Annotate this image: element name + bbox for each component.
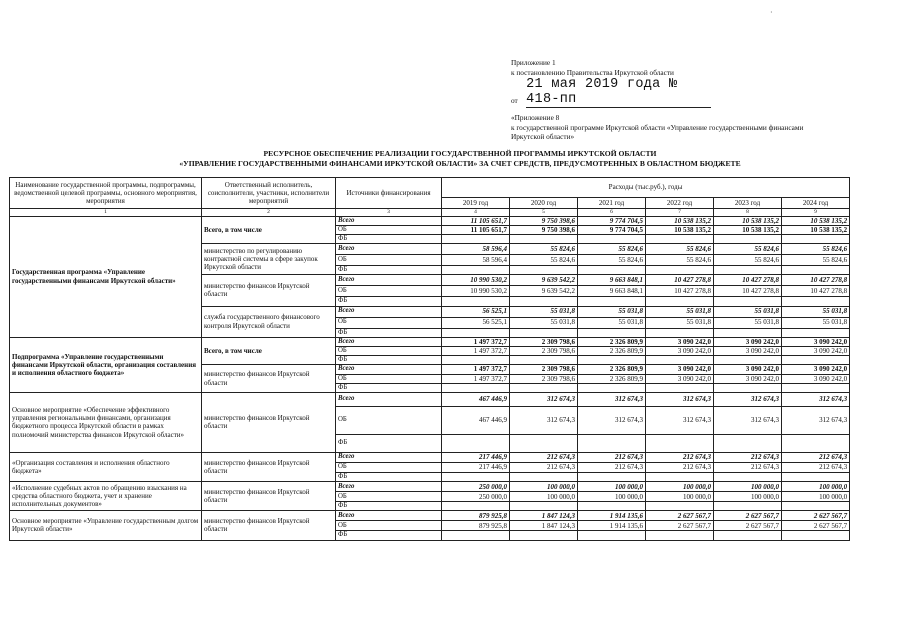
source-ob: ОБ: [336, 406, 442, 434]
value-cell: 2 627 567,7: [714, 511, 782, 521]
value-cell: 10 538 135,2: [646, 216, 714, 225]
measure-name: «Исполнение судебных актов по обращению взыскания на средства областного бюджета, учет и хранение исполнительных документов»: [10, 482, 202, 511]
value-cell: [782, 328, 850, 337]
source-ob: ОБ: [336, 346, 442, 355]
value-cell: 100 000,0: [646, 492, 714, 502]
value-cell: 10 538 135,2: [782, 216, 850, 225]
value-cell: [578, 234, 646, 243]
value-cell: 55 824,6: [782, 255, 850, 266]
value-cell: [782, 531, 850, 540]
measure-name: Основное мероприятие «Управление государственным долгом Иркутской области»: [10, 511, 202, 540]
value-cell: 55 031,8: [782, 317, 850, 328]
value-cell: 212 674,3: [714, 452, 782, 462]
value-cell: 11 105 651,7: [442, 216, 510, 225]
col-number: 6: [578, 209, 646, 217]
value-cell: 55 824,6: [714, 255, 782, 266]
value-cell: [646, 502, 714, 511]
value-cell: [442, 502, 510, 511]
header-year: 2024 год: [782, 198, 850, 209]
value-cell: 3 090 242,0: [714, 365, 782, 374]
value-cell: [510, 266, 578, 275]
value-cell: 10 427 278,8: [782, 286, 850, 297]
value-cell: 3 090 242,0: [782, 346, 850, 355]
value-cell: 10 538 135,2: [714, 225, 782, 234]
table-row: [10, 216, 850, 225]
value-cell: [782, 266, 850, 275]
value-cell: [578, 383, 646, 392]
measure-name: Основное мероприятие «Обеспечение эффективного управления региональными финансами, организация бюджетного процесса Иркутской области в рамках полномочий министерства финансов Иркутской области»: [10, 392, 202, 452]
value-cell: 2 627 567,7: [782, 521, 850, 531]
value-cell: 11 105 651,7: [442, 225, 510, 234]
col-number: 8: [714, 209, 782, 217]
source-all: Всего: [336, 511, 442, 521]
value-cell: 212 674,3: [782, 462, 850, 472]
value-cell: [578, 356, 646, 365]
row-executor: Всего, в том числе: [202, 337, 336, 365]
value-cell: [646, 356, 714, 365]
table-row: [10, 452, 850, 462]
value-cell: [646, 266, 714, 275]
header-year: 2021 год: [578, 198, 646, 209]
value-cell: [442, 434, 510, 452]
value-cell: [578, 531, 646, 540]
value-cell: 2 627 567,7: [646, 511, 714, 521]
value-cell: [578, 434, 646, 452]
row-executor: министерство финансов Иркутской области: [202, 275, 336, 306]
value-cell: [782, 472, 850, 481]
source-fb: ФБ: [336, 297, 442, 306]
value-cell: 10 427 278,8: [646, 286, 714, 297]
value-cell: [442, 531, 510, 540]
value-cell: [714, 531, 782, 540]
value-cell: [646, 472, 714, 481]
date-prefix: от: [511, 96, 518, 106]
value-cell: 55 031,8: [714, 306, 782, 317]
value-cell: 100 000,0: [782, 482, 850, 492]
value-cell: 9 774 704,5: [578, 225, 646, 234]
value-cell: 1 497 372,7: [442, 365, 510, 374]
value-cell: 55 824,6: [578, 244, 646, 255]
value-cell: 100 000,0: [578, 492, 646, 502]
value-cell: [442, 383, 510, 392]
source-fb: ФБ: [336, 434, 442, 452]
value-cell: 100 000,0: [714, 482, 782, 492]
value-cell: [782, 356, 850, 365]
value-cell: 9 663 848,1: [578, 275, 646, 286]
value-cell: 55 031,8: [782, 306, 850, 317]
value-cell: 100 000,0: [510, 492, 578, 502]
value-cell: 312 674,3: [510, 392, 578, 406]
value-cell: 58 596,4: [442, 244, 510, 255]
value-cell: [442, 472, 510, 481]
value-cell: 10 427 278,8: [782, 275, 850, 286]
column-number-row: [10, 209, 850, 217]
source-fb: ФБ: [336, 502, 442, 511]
value-cell: 212 674,3: [714, 462, 782, 472]
value-cell: 212 674,3: [510, 452, 578, 462]
source-all: Всего: [336, 392, 442, 406]
value-cell: [782, 234, 850, 243]
header-name: Наименование государственной программы, подпрограммы, ведомственной целевой программы, основного мероприятия, мероприятия: [10, 178, 202, 209]
value-cell: 3 090 242,0: [646, 365, 714, 374]
value-cell: 55 824,6: [510, 244, 578, 255]
value-cell: [442, 328, 510, 337]
value-cell: 312 674,3: [510, 406, 578, 434]
value-cell: [646, 234, 714, 243]
value-cell: 212 674,3: [782, 452, 850, 462]
value-cell: 312 674,3: [578, 406, 646, 434]
table-row: [10, 392, 850, 406]
value-cell: [714, 356, 782, 365]
table-row: [10, 511, 850, 521]
value-cell: [510, 502, 578, 511]
subprogram-name: Подпрограмма «Управление государственными финансами Иркутской области, организация составления и исполнения областного бюджета»: [10, 337, 202, 392]
value-cell: 312 674,3: [782, 406, 850, 434]
value-cell: 312 674,3: [578, 392, 646, 406]
value-cell: [510, 531, 578, 540]
value-cell: [578, 328, 646, 337]
value-cell: 10 538 135,2: [782, 225, 850, 234]
source-ob: ОБ: [336, 374, 442, 383]
appendix-line-6: Иркутской области»: [511, 132, 575, 142]
resolution-date: 21 мая 2019 года № 418-пп: [526, 77, 711, 108]
value-cell: 2 326 809,9: [578, 346, 646, 355]
value-cell: [714, 266, 782, 275]
value-cell: 55 824,6: [646, 244, 714, 255]
value-cell: 212 674,3: [646, 462, 714, 472]
value-cell: [578, 502, 646, 511]
header-source: Источники финансирования: [336, 178, 442, 209]
row-executor: министерство финансов Иркутской области: [202, 511, 336, 540]
value-cell: 55 031,8: [646, 317, 714, 328]
value-cell: 55 031,8: [578, 317, 646, 328]
value-cell: [510, 383, 578, 392]
value-cell: 9 750 398,6: [510, 216, 578, 225]
value-cell: 3 090 242,0: [782, 374, 850, 383]
value-cell: [442, 297, 510, 306]
header-year: 2023 год: [714, 198, 782, 209]
table-row: [10, 482, 850, 492]
value-cell: 212 674,3: [578, 452, 646, 462]
value-cell: 2 627 567,7: [714, 521, 782, 531]
row-executor: министерство финансов Иркутской области: [202, 392, 336, 452]
value-cell: 2 627 567,7: [646, 521, 714, 531]
value-cell: 312 674,3: [646, 392, 714, 406]
row-executor: министерство по регулированию контрактной системы в сфере закупок Иркутской области: [202, 244, 336, 275]
value-cell: 1 497 372,7: [442, 346, 510, 355]
value-cell: 250 000,0: [442, 492, 510, 502]
value-cell: 9 663 848,1: [578, 286, 646, 297]
value-cell: 3 090 242,0: [782, 337, 850, 346]
value-cell: 100 000,0: [510, 482, 578, 492]
source-fb: ФБ: [336, 531, 442, 540]
value-cell: 55 824,6: [646, 255, 714, 266]
value-cell: 1 497 372,7: [442, 374, 510, 383]
value-cell: [646, 434, 714, 452]
value-cell: [714, 297, 782, 306]
col-number: 2: [202, 209, 336, 217]
source-fb: ФБ: [336, 472, 442, 481]
source-ob: ОБ: [336, 225, 442, 234]
value-cell: 55 031,8: [714, 317, 782, 328]
value-cell: [510, 472, 578, 481]
header-year: 2020 год: [510, 198, 578, 209]
row-executor: министерство финансов Иркутской области: [202, 452, 336, 481]
col-number: 1: [10, 209, 202, 217]
value-cell: 10 427 278,8: [714, 275, 782, 286]
source-ob: ОБ: [336, 255, 442, 266]
value-cell: 3 090 242,0: [714, 337, 782, 346]
value-cell: [510, 297, 578, 306]
value-cell: [442, 356, 510, 365]
value-cell: [646, 297, 714, 306]
row-executor: министерство финансов Иркутской области: [202, 482, 336, 511]
value-cell: 250 000,0: [442, 482, 510, 492]
source-fb: ФБ: [336, 383, 442, 392]
value-cell: 2 309 798,6: [510, 365, 578, 374]
value-cell: 55 824,6: [510, 255, 578, 266]
value-cell: 2 326 809,9: [578, 365, 646, 374]
value-cell: 2 309 798,6: [510, 374, 578, 383]
value-cell: 212 674,3: [510, 462, 578, 472]
value-cell: [714, 502, 782, 511]
source-all: Всего: [336, 365, 442, 374]
value-cell: 2 326 809,9: [578, 374, 646, 383]
source-fb: ФБ: [336, 266, 442, 275]
value-cell: [646, 531, 714, 540]
value-cell: 55 824,6: [578, 255, 646, 266]
value-cell: [782, 297, 850, 306]
appendix-line-1: Приложение 1: [511, 58, 556, 67]
col-number: 5: [510, 209, 578, 217]
value-cell: 58 596,4: [442, 255, 510, 266]
value-cell: 1 497 372,7: [442, 337, 510, 346]
value-cell: [578, 266, 646, 275]
appendix-block: [511, 58, 891, 142]
row-executor: министерство финансов Иркутской области: [202, 365, 336, 393]
source-ob: ОБ: [336, 317, 442, 328]
value-cell: 1 847 124,3: [510, 511, 578, 521]
value-cell: 2 309 798,6: [510, 346, 578, 355]
value-cell: 100 000,0: [714, 492, 782, 502]
value-cell: 467 446,9: [442, 406, 510, 434]
table-row: [10, 337, 850, 346]
value-cell: 1 914 135,6: [578, 511, 646, 521]
value-cell: 55 824,6: [714, 244, 782, 255]
value-cell: 55 824,6: [782, 244, 850, 255]
value-cell: [714, 328, 782, 337]
value-cell: 55 031,8: [646, 306, 714, 317]
source-all: Всего: [336, 244, 442, 255]
value-cell: 312 674,3: [782, 392, 850, 406]
value-cell: 3 090 242,0: [646, 337, 714, 346]
col-number: 3: [336, 209, 442, 217]
source-ob: ОБ: [336, 286, 442, 297]
value-cell: [510, 328, 578, 337]
header-year: 2019 год: [442, 198, 510, 209]
value-cell: 9 639 542,2: [510, 286, 578, 297]
value-cell: 3 090 242,0: [646, 374, 714, 383]
value-cell: [442, 234, 510, 243]
value-cell: 217 446,9: [442, 462, 510, 472]
title-line-2: «УПРАВЛЕНИЕ ГОСУДАРСТВЕННЫМИ ФИНАНСАМИ ИРКУТСКОЙ ОБЛАСТИ» ЗА СЧЕТ СРЕДСТВ, ПРЕДУСМОТРЕННЫХ В ОБЛАСТНОМ БЮДЖЕТЕ: [179, 158, 741, 168]
source-all: Всего: [336, 306, 442, 317]
source-all: Всего: [336, 216, 442, 225]
value-cell: 2 309 798,6: [510, 337, 578, 346]
value-cell: [782, 383, 850, 392]
value-cell: 100 000,0: [578, 482, 646, 492]
value-cell: 2 326 809,9: [578, 337, 646, 346]
value-cell: 217 446,9: [442, 452, 510, 462]
value-cell: 56 525,1: [442, 306, 510, 317]
row-executor: Всего, в том числе: [202, 216, 336, 244]
value-cell: [714, 434, 782, 452]
source-ob: ОБ: [336, 492, 442, 502]
value-cell: [646, 328, 714, 337]
value-cell: 3 090 242,0: [646, 346, 714, 355]
value-cell: [510, 234, 578, 243]
source-all: Всего: [336, 275, 442, 286]
value-cell: [578, 472, 646, 481]
value-cell: 1 914 135,6: [578, 521, 646, 531]
value-cell: [714, 234, 782, 243]
value-cell: 879 925,8: [442, 511, 510, 521]
value-cell: 3 090 242,0: [714, 346, 782, 355]
appendix-line-5: к государственной программе Иркутской области «Управление государственными финансами: [511, 122, 804, 132]
value-cell: 312 674,3: [714, 392, 782, 406]
value-cell: 55 031,8: [510, 317, 578, 328]
source-ob: ОБ: [336, 521, 442, 531]
resource-table: [9, 177, 850, 541]
value-cell: [646, 383, 714, 392]
value-cell: [578, 297, 646, 306]
value-cell: [714, 472, 782, 481]
value-cell: 9 639 542,2: [510, 275, 578, 286]
source-all: Всего: [336, 337, 442, 346]
page-mark: ·: [770, 8, 773, 17]
value-cell: [782, 434, 850, 452]
value-cell: [510, 434, 578, 452]
col-number: 4: [442, 209, 510, 217]
source-fb: ФБ: [336, 356, 442, 365]
value-cell: 10 990 530,2: [442, 275, 510, 286]
value-cell: [782, 502, 850, 511]
source-ob: ОБ: [336, 462, 442, 472]
source-fb: ФБ: [336, 234, 442, 243]
value-cell: 3 090 242,0: [714, 374, 782, 383]
value-cell: 2 627 567,7: [782, 511, 850, 521]
value-cell: 10 990 530,2: [442, 286, 510, 297]
appendix-line-4: «Приложение 8: [511, 113, 560, 123]
appendix-date-line: [511, 77, 891, 108]
source-all: Всего: [336, 452, 442, 462]
value-cell: 879 925,8: [442, 521, 510, 531]
value-cell: 10 538 135,2: [714, 216, 782, 225]
appendix-line-2: к постановлению Правительства Иркутской области: [511, 67, 674, 77]
source-all: Всего: [336, 482, 442, 492]
value-cell: 1 847 124,3: [510, 521, 578, 531]
header-expenses: Расходы (тыс.руб.), годы: [442, 178, 850, 198]
value-cell: 55 031,8: [510, 306, 578, 317]
source-fb: ФБ: [336, 328, 442, 337]
value-cell: [442, 266, 510, 275]
value-cell: 312 674,3: [646, 406, 714, 434]
col-number: 7: [646, 209, 714, 217]
value-cell: 100 000,0: [782, 492, 850, 502]
row-executor: служба государственного финансового контроля Иркутской области: [202, 306, 336, 337]
value-cell: 10 538 135,2: [646, 225, 714, 234]
program-name: Государственная программа «Управление государственными финансами Иркутской области»: [10, 216, 202, 337]
value-cell: 3 090 242,0: [782, 365, 850, 374]
value-cell: 212 674,3: [646, 452, 714, 462]
value-cell: 10 427 278,8: [646, 275, 714, 286]
value-cell: 55 031,8: [578, 306, 646, 317]
header-executor: Ответственный исполнитель, соисполнители, участники, исполнители мероприятий: [202, 178, 336, 209]
document-title: [60, 149, 860, 169]
col-number: 9: [782, 209, 850, 217]
header-year: 2022 год: [646, 198, 714, 209]
value-cell: 467 446,9: [442, 392, 510, 406]
title-line-1: РЕСУРСНОЕ ОБЕСПЕЧЕНИЕ РЕАЛИЗАЦИИ ГОСУДАРСТВЕННОЙ ПРОГРАММЫ ИРКУТСКОЙ ОБЛАСТИ: [263, 149, 657, 158]
value-cell: 312 674,3: [714, 406, 782, 434]
value-cell: 10 427 278,8: [714, 286, 782, 297]
value-cell: 9 774 704,5: [578, 216, 646, 225]
measure-name: «Организация составления и исполнения областного бюджета»: [10, 452, 202, 481]
value-cell: [714, 383, 782, 392]
value-cell: 56 525,1: [442, 317, 510, 328]
value-cell: [510, 356, 578, 365]
value-cell: 212 674,3: [578, 462, 646, 472]
value-cell: 9 750 398,6: [510, 225, 578, 234]
value-cell: 100 000,0: [646, 482, 714, 492]
